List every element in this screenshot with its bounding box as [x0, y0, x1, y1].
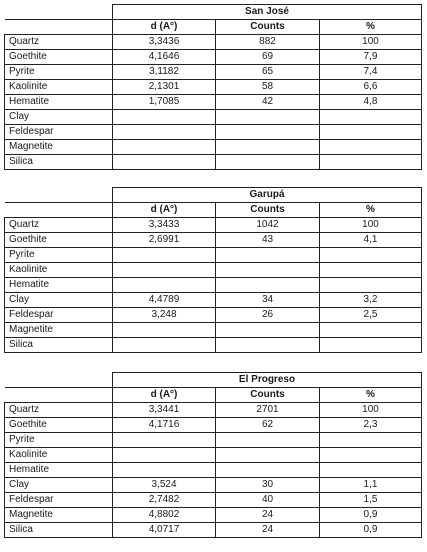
site-title: Garupá — [113, 188, 422, 203]
d-spacing-cell: 4,4789 — [113, 293, 216, 308]
percent-cell: 4,8 — [320, 95, 422, 110]
mineral-name-cell: Feldespar — [5, 308, 113, 323]
table-row — [5, 508, 422, 523]
corner-blank-cell — [5, 5, 113, 20]
mineral-name-cell: Clay — [5, 293, 113, 308]
mineral-name-cell: Magnetite — [5, 140, 113, 155]
table-row — [5, 110, 422, 125]
percent-cell — [320, 110, 422, 125]
mineral-name-cell: Silica — [5, 523, 113, 538]
table-row — [5, 463, 422, 478]
site-block — [4, 4, 422, 170]
counts-header: Counts — [216, 388, 320, 403]
column-header-row — [5, 203, 422, 218]
mineral-name-cell: Clay — [5, 110, 113, 125]
percent-cell: 100 — [320, 35, 422, 50]
counts-cell — [216, 463, 320, 478]
table-row — [5, 478, 422, 493]
corner-blank-cell — [5, 373, 113, 388]
d-spacing-cell: 3,3433 — [113, 218, 216, 233]
table-row — [5, 418, 422, 433]
d-spacing-cell — [113, 248, 216, 263]
percent-cell: 6,6 — [320, 80, 422, 95]
percent-cell: 7,4 — [320, 65, 422, 80]
counts-cell: 30 — [216, 478, 320, 493]
percent-cell: 4,1 — [320, 233, 422, 248]
table-row — [5, 308, 422, 323]
counts-cell — [216, 323, 320, 338]
table-row — [5, 248, 422, 263]
mineral-name-cell: Hematite — [5, 278, 113, 293]
d-spacing-cell — [113, 110, 216, 125]
percent-cell: 2,3 — [320, 418, 422, 433]
d-spacing-cell: 3,524 — [113, 478, 216, 493]
counts-cell — [216, 155, 320, 170]
counts-cell: 40 — [216, 493, 320, 508]
mineral-name-cell: Magnetite — [5, 323, 113, 338]
mineral-name-cell: Pyrite — [5, 433, 113, 448]
percent-cell: 7,9 — [320, 50, 422, 65]
d-spacing-cell: 3,3436 — [113, 35, 216, 50]
counts-cell — [216, 433, 320, 448]
table-row — [5, 125, 422, 140]
percent-header: % — [320, 20, 422, 35]
d-spacing-cell: 4,8802 — [113, 508, 216, 523]
counts-header: Counts — [216, 203, 320, 218]
counts-cell — [216, 125, 320, 140]
site-title-row — [5, 188, 422, 203]
table-row — [5, 95, 422, 110]
counts-cell: 43 — [216, 233, 320, 248]
d-spacing-cell — [113, 263, 216, 278]
d-spacing-cell: 3,3441 — [113, 403, 216, 418]
corner-blank-cell — [5, 188, 113, 203]
mineral-name-cell: Hematite — [5, 463, 113, 478]
d-spacing-header: d (A°) — [113, 388, 216, 403]
mineral-name-cell: Goethite — [5, 233, 113, 248]
d-spacing-cell — [113, 323, 216, 338]
mineral-name-cell: Kaolinite — [5, 263, 113, 278]
mineral-name-cell: Quartz — [5, 403, 113, 418]
d-spacing-cell: 2,1301 — [113, 80, 216, 95]
corner-blank-cell — [5, 20, 113, 35]
mineral-name-cell: Feldespar — [5, 493, 113, 508]
mineral-name-cell: Clay — [5, 478, 113, 493]
table-row — [5, 35, 422, 50]
table-row — [5, 140, 422, 155]
table-row — [5, 50, 422, 65]
percent-cell — [320, 448, 422, 463]
counts-cell: 24 — [216, 508, 320, 523]
d-spacing-cell: 4,0717 — [113, 523, 216, 538]
site-block — [4, 372, 422, 538]
column-header-row — [5, 20, 422, 35]
table-row — [5, 338, 422, 353]
column-header-row — [5, 388, 422, 403]
counts-cell: 2701 — [216, 403, 320, 418]
table-row — [5, 293, 422, 308]
d-spacing-cell — [113, 155, 216, 170]
d-spacing-cell — [113, 433, 216, 448]
site-title: El Progreso — [113, 373, 422, 388]
d-spacing-header: d (A°) — [113, 20, 216, 35]
counts-cell: 24 — [216, 523, 320, 538]
d-spacing-cell — [113, 278, 216, 293]
mineral-name-cell: Silica — [5, 155, 113, 170]
d-spacing-cell: 2,7482 — [113, 493, 216, 508]
site-title-row — [5, 5, 422, 20]
counts-cell: 26 — [216, 308, 320, 323]
d-spacing-cell — [113, 463, 216, 478]
table-row — [5, 278, 422, 293]
d-spacing-cell — [113, 338, 216, 353]
counts-cell — [216, 140, 320, 155]
percent-cell — [320, 263, 422, 278]
percent-cell — [320, 463, 422, 478]
d-spacing-cell: 2,6991 — [113, 233, 216, 248]
site-title-row — [5, 373, 422, 388]
percent-header: % — [320, 388, 422, 403]
mineral-name-cell: Feldespar — [5, 125, 113, 140]
d-spacing-cell: 4,1716 — [113, 418, 216, 433]
counts-cell: 69 — [216, 50, 320, 65]
counts-cell — [216, 278, 320, 293]
d-spacing-cell: 3,248 — [113, 308, 216, 323]
d-spacing-cell: 3,1182 — [113, 65, 216, 80]
d-spacing-header: d (A°) — [113, 203, 216, 218]
counts-cell: 62 — [216, 418, 320, 433]
table-row — [5, 323, 422, 338]
mineral-name-cell: Pyrite — [5, 248, 113, 263]
percent-cell: 3,2 — [320, 293, 422, 308]
percent-cell: 1,5 — [320, 493, 422, 508]
percent-header: % — [320, 203, 422, 218]
percent-cell — [320, 140, 422, 155]
counts-cell: 1042 — [216, 218, 320, 233]
mineral-name-cell: Kaolinite — [5, 80, 113, 95]
d-spacing-cell — [113, 125, 216, 140]
table-row — [5, 155, 422, 170]
mineral-name-cell: Silica — [5, 338, 113, 353]
counts-header: Counts — [216, 20, 320, 35]
percent-cell: 2,5 — [320, 308, 422, 323]
table-row — [5, 523, 422, 538]
table-row — [5, 403, 422, 418]
percent-cell: 100 — [320, 403, 422, 418]
counts-cell: 58 — [216, 80, 320, 95]
site-title: San José — [113, 5, 422, 20]
counts-cell: 34 — [216, 293, 320, 308]
mineral-name-cell: Hematite — [5, 95, 113, 110]
d-spacing-cell: 4,1646 — [113, 50, 216, 65]
mineral-name-cell: Quartz — [5, 218, 113, 233]
percent-cell — [320, 125, 422, 140]
d-spacing-cell — [113, 140, 216, 155]
percent-cell: 100 — [320, 218, 422, 233]
percent-cell: 0,9 — [320, 523, 422, 538]
mineral-name-cell: Quartz — [5, 35, 113, 50]
d-spacing-cell — [113, 448, 216, 463]
table-row — [5, 65, 422, 80]
site-block — [4, 187, 422, 353]
percent-cell — [320, 338, 422, 353]
percent-cell: 0,9 — [320, 508, 422, 523]
percent-cell — [320, 433, 422, 448]
table-row — [5, 433, 422, 448]
counts-cell: 65 — [216, 65, 320, 80]
counts-cell — [216, 110, 320, 125]
table-row — [5, 233, 422, 248]
counts-cell — [216, 263, 320, 278]
counts-cell — [216, 448, 320, 463]
mineral-name-cell: Kaolinite — [5, 448, 113, 463]
mineral-name-cell: Magnetite — [5, 508, 113, 523]
table-row — [5, 80, 422, 95]
table-row — [5, 263, 422, 278]
percent-cell: 1,1 — [320, 478, 422, 493]
mineral-name-cell: Goethite — [5, 418, 113, 433]
mineral-name-cell: Goethite — [5, 50, 113, 65]
percent-cell — [320, 323, 422, 338]
mineral-name-cell: Pyrite — [5, 65, 113, 80]
corner-blank-cell — [5, 388, 113, 403]
table-row — [5, 218, 422, 233]
percent-cell — [320, 278, 422, 293]
percent-cell — [320, 155, 422, 170]
d-spacing-cell: 1,7085 — [113, 95, 216, 110]
counts-cell: 882 — [216, 35, 320, 50]
corner-blank-cell — [5, 203, 113, 218]
percent-cell — [320, 248, 422, 263]
counts-cell: 42 — [216, 95, 320, 110]
counts-cell — [216, 338, 320, 353]
counts-cell — [216, 248, 320, 263]
table-row — [5, 493, 422, 508]
table-row — [5, 448, 422, 463]
